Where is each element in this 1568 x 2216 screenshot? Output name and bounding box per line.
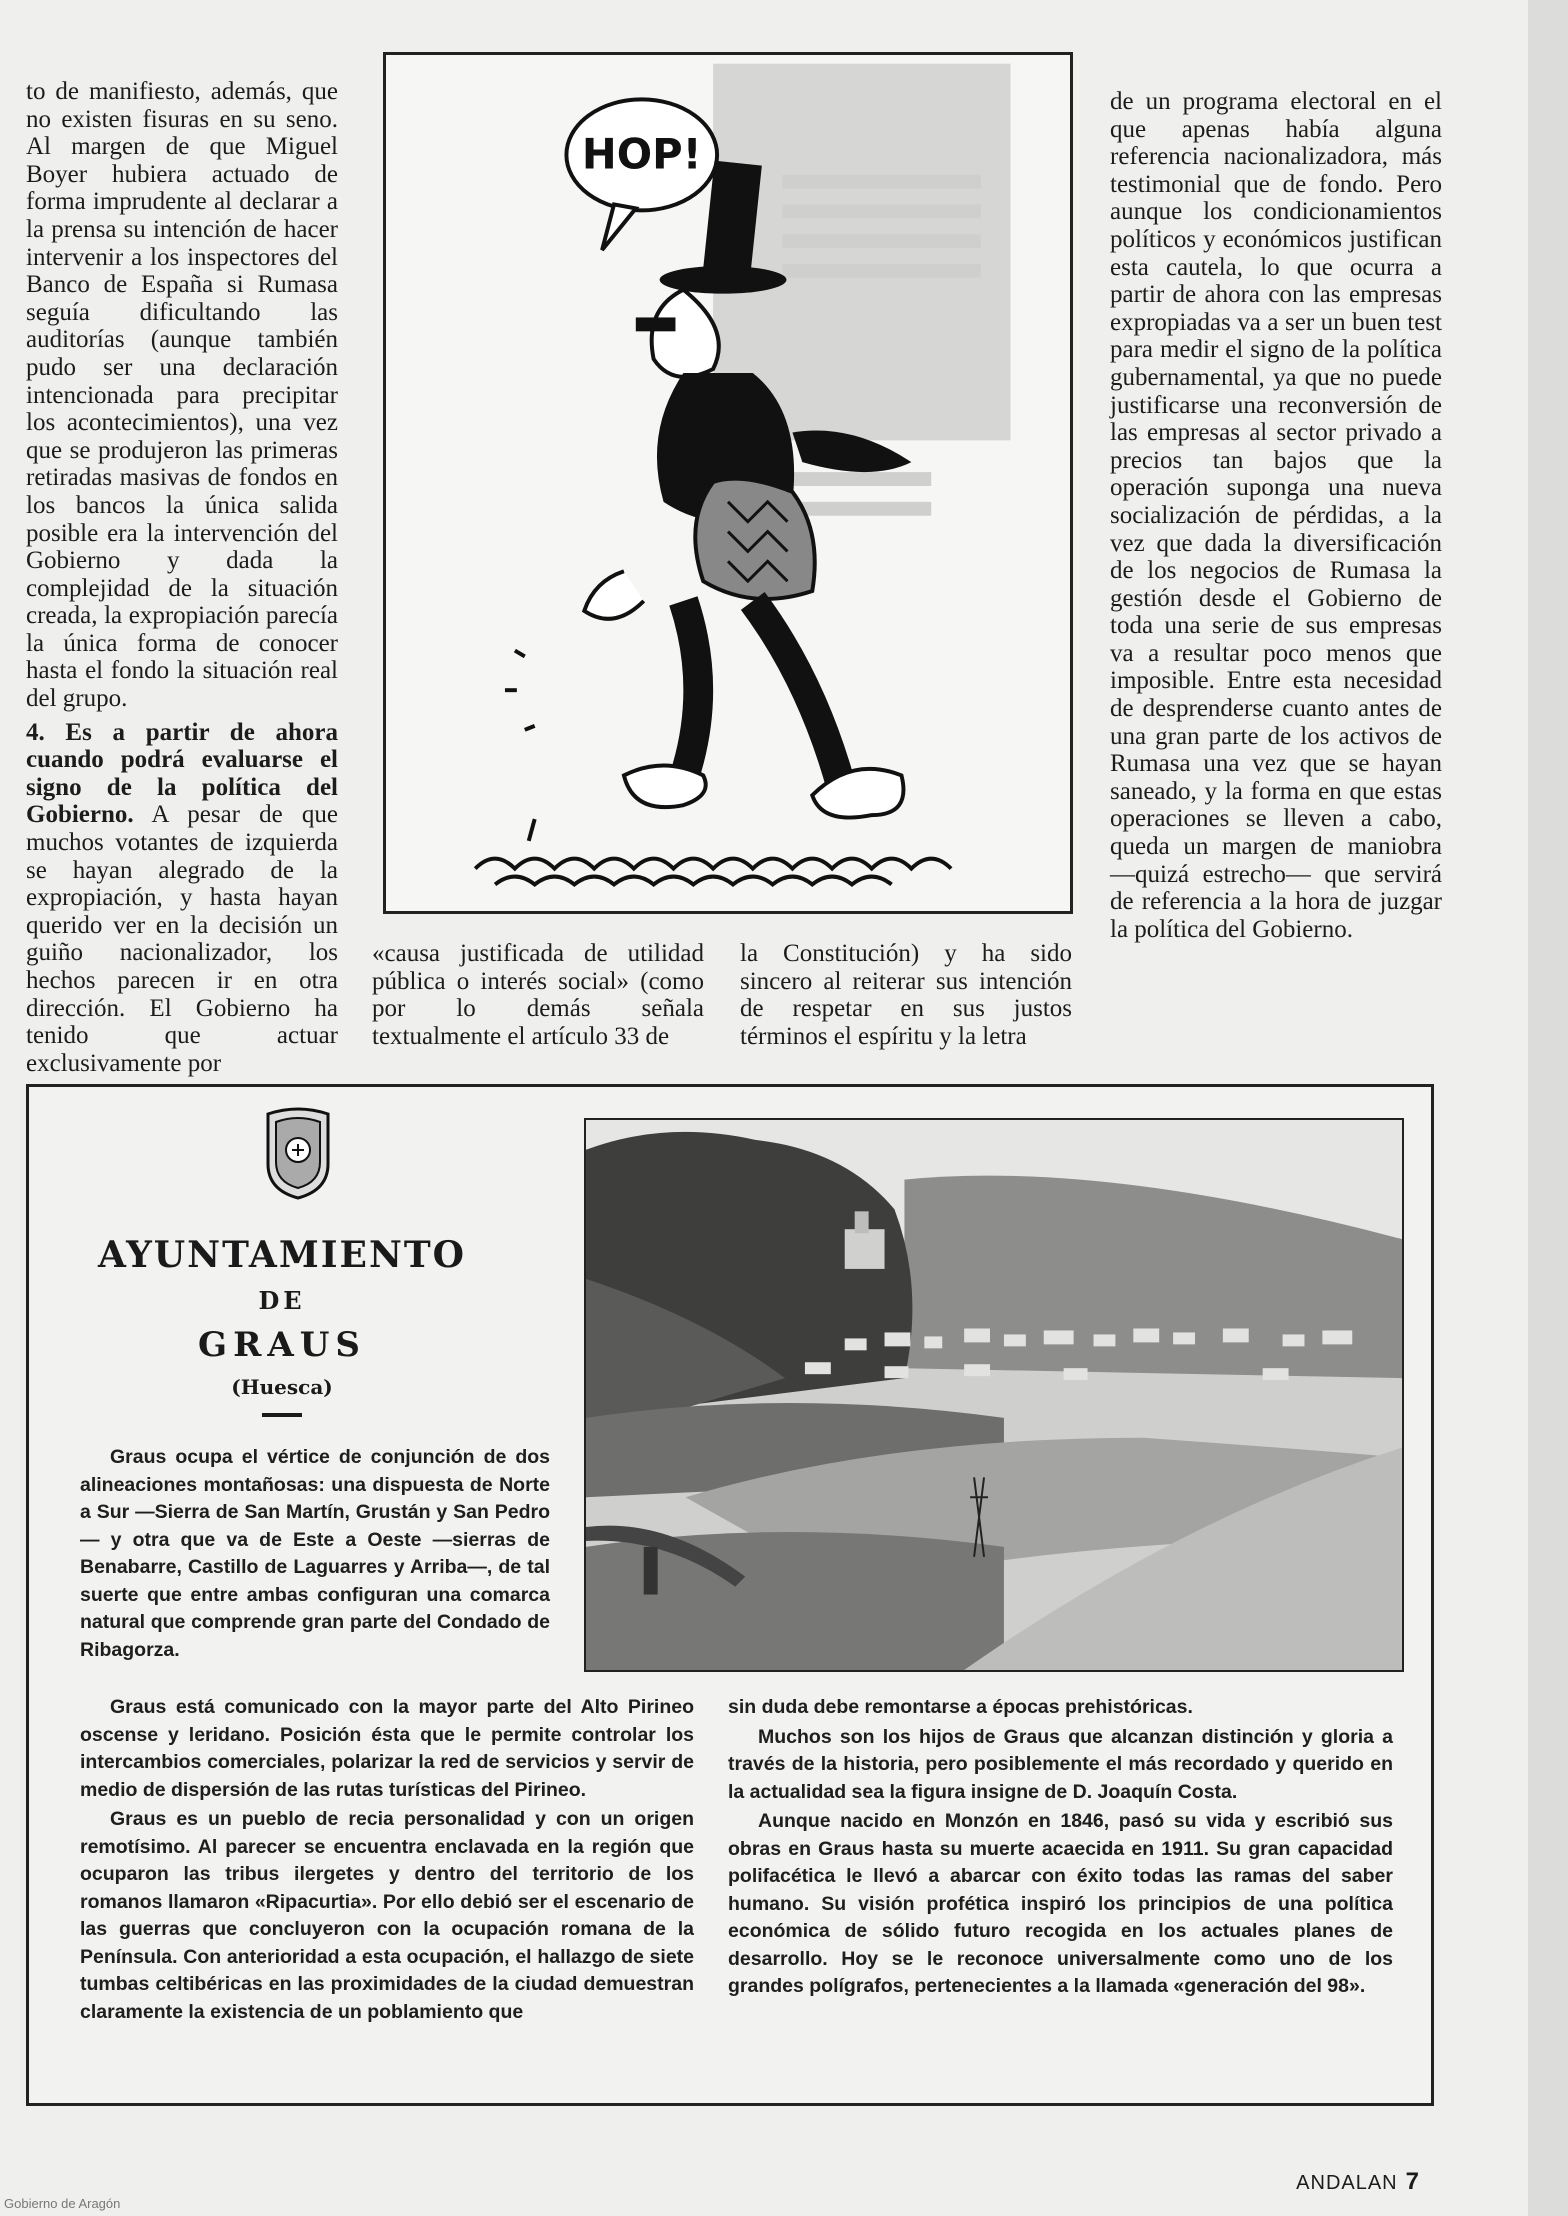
speech-bubble-text: HOP! (581, 129, 702, 179)
ad-paragraph: sin duda debe remontarse a épocas prehistóricas. (728, 1696, 1193, 1718)
ad-text-column-2 (80, 1694, 694, 2028)
ad-title-line-1: AYUNTAMIENTO (97, 1234, 467, 1276)
ad-paragraph: Graus ocupa el vértice de conjunción de dos alineaciones montañosas: una dispuesta de Norte a Sur —Sierra de San Martín, Grustán y San Pedro— y otra que va de Este a Oeste —sierras de Benabarre, Castillo de Laguarres y Arriba—, de tal suerte que entre ambas configuran una comarca natural que comprende gran parte del Condado de Ribagorza. (80, 1446, 550, 1661)
publication-name: ANDALAN (1296, 2172, 1398, 2194)
ad-text-column-3 (728, 1694, 1393, 2003)
ad-heading (22, 1234, 542, 1417)
ad-text-column-1 (80, 1444, 550, 1666)
ad-paragraph: Graus es un pueblo de recia personalidad y con un origen remotísimo. Al parecer se encuentra enclavada en la región que ocuparon las tribus ilergetes y dentro del territorio de los romanos llamaron «Ripacurtia». Por ello debió ser el escenario de las guerras que concluyeron con la ocupación romana de la Península. Con anterioridad a esta ocupación, el hallazgo de siete tumbas celtibéricas en las proximidades de la ciudad demuestran claramente la existencia de un poblamiento que (80, 1808, 694, 2023)
ad-title-rule (262, 1413, 302, 1417)
article-column-4 (1110, 88, 1442, 949)
article-paragraph-text: A pesar de que muchos votantes de izquierda se hayan alegrado de la expropiación, y hasta hayan querido ver en la decisión un guiño nacionalizador, los hechos parecen ir en otra dirección. El Gobierno ha tenido que actuar exclusivamente por (26, 801, 338, 1077)
page-footer (1296, 2168, 1420, 2196)
coat-of-arms-icon (262, 1104, 334, 1200)
article-paragraph: la Constitución) y ha sido sincero al reiterar sus intención de respetar en sus justos términos el espíritu y la letra (740, 940, 1072, 1050)
article-paragraph-point-4 (26, 719, 338, 1078)
town-photograph (584, 1118, 1404, 1672)
cartoon-illustration (383, 52, 1073, 914)
ad-paragraph: Aunque nacido en Monzón en 1846, pasó su vida y escribió sus obras en Graus hasta su muerte acaecida en 1911. Su gran capacidad polifacética le llevó a abarcar con éxito todas las ramas del saber humano. Su visión profética inspiró los principios de una política económica de sólido futuro recogida en los actuales planes de desarrollo. Hoy se le reconoce universalmente como uno de los grandes polígrafos, pertenecientes a la llamada «generación del 98». (728, 1810, 1393, 1997)
article-column-2 (372, 940, 704, 1056)
article-paragraph: de un programa electoral en el que apenas había alguna referencia nacionalizadora, más testimonial que de fondo. Pero aunque los condicionamientos políticos y económicos justifican esta cautela, lo que ocurra a partir de ahora con las empresas expropiadas va a ser un buen test para medir el signo de la política gubernamental, ya que no puede justificarse una reconversión de las empresas al sector privado a precios tan bajos que la operación suponga una nueva socialización de pérdidas, a la vez que dada la diversificación de los negocios de Rumasa la gestión desde el Gobierno de toda una serie de sus empresas va a resultar poco menos que imposible. Entre esta necesidad de desprenderse cuanto antes de una gran parte de los activos de Rumasa una vez que se hayan saneado, y la forma en que estas operaciones se lleven a cabo, queda un margen de maniobra —quizá estrecho— que servirá de referencia a la hora de juzgar la política del Gobierno. (1110, 88, 1442, 943)
article-bold-lead: 4. Es a partir de ahora cuando podrá evaluarse el signo de la política del Gobierno. (26, 718, 338, 829)
archive-credit: Gobierno de Aragón (4, 2196, 121, 2211)
ad-paragraph: Muchos son los hijos de Graus que alcanzan distinción y gloria a través de la historia, pero posiblemente el más recordado y querido en la actualidad sea la figura insigne de D. Joaquín Costa. (728, 1725, 1393, 1803)
article-column-1 (26, 78, 338, 1083)
ad-title-line-3: GRAUS (198, 1325, 366, 1365)
landscape-photo (586, 1120, 1402, 1670)
ad-paragraph: Graus está comunicado con la mayor parte del Alto Pirineo oscense y leridano. Posición ésta que le permite controlar los intercambios comerciales, polarizar la red de servicios y servir de medio de dispersión de las rutas turísticas del Pirineo. (80, 1696, 694, 1801)
scan-edge (1528, 0, 1568, 2216)
article-column-3 (740, 940, 1072, 1056)
article-paragraph: «causa justificada de utilidad pública o interés social» (como por lo demás señala textualmente el artículo 33 de (372, 940, 704, 1050)
page-number: 7 (1405, 2168, 1420, 2195)
ad-title-line-2: DE (258, 1286, 306, 1315)
cartoon-drawing (386, 55, 1070, 911)
article-paragraph: to de manifiesto, además, que no existen fisuras en su seno. Al margen de que Miguel Boyer hubiera actuado de forma imprudente al declarar a la prensa su intención de hacer intervenir a los inspectores del Banco de España si Rumasa seguía dificultando las auditorías (aunque también pudo ser una declaración intencionada para precipitar los acontecimientos), una vez que se produjeron las primeras retiradas masivas de fondos en los bancos la única salida posible era la intervención del Gobierno y dada la complejidad de la situación creada, la expropiación parecía la única forma de conocer hasta el fondo la situación real del grupo. (26, 78, 338, 713)
ad-title-line-4: (Huesca) (231, 1375, 333, 1399)
